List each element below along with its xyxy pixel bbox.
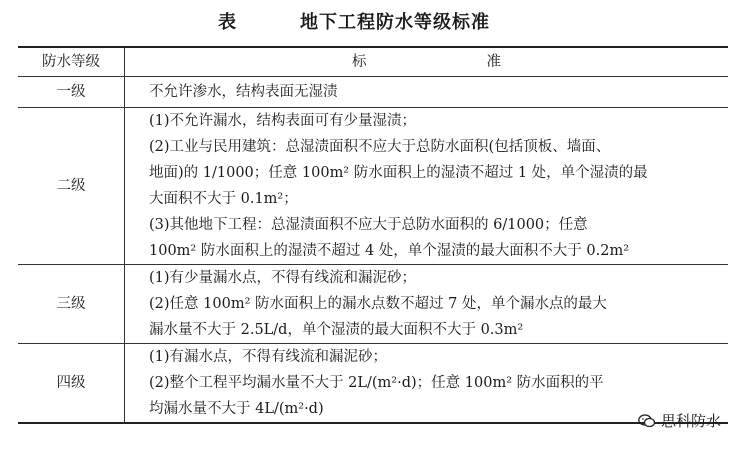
table-header-row xyxy=(18,47,728,77)
standard-line: (1)有漏水点，不得有线流和漏泥砂； xyxy=(149,349,388,365)
table-heading: 地下工程防水等级标准 xyxy=(300,12,490,33)
standard-line: 均漏水量不大于 4L/(m²·d) xyxy=(149,401,324,417)
standard-cell xyxy=(125,108,729,265)
waterproof-grade-table xyxy=(18,46,728,424)
standard-line: (2)整个工程平均漏水量不大于 2L/(m²·d)；任意 100m² 防水面积的平 xyxy=(149,375,604,391)
standard-line: 不允许渗水，结构表面无湿渍 xyxy=(149,84,338,100)
header-grade: 防水等级 xyxy=(18,47,125,77)
standard-line: (2)工业与民用建筑：总湿渍面积不应大于总防水面积(包括顶板、墙面、 xyxy=(149,139,611,155)
standard-line: (2)任意 100m² 防水面积上的漏水点数不超过 7 处，单个漏水点的最大 xyxy=(149,296,607,312)
grade-cell: 二级 xyxy=(18,108,125,265)
grade-cell: 三级 xyxy=(18,265,125,344)
standard-line: (1)有少量漏水点，不得有线流和漏泥砂； xyxy=(149,270,417,286)
grade-cell: 一级 xyxy=(18,77,125,108)
standard-line: (1)不允许漏水，结构表面可有少量湿渍； xyxy=(149,113,417,129)
standard-line: 地面)的 1/1000；任意 100m² 防水面积上的湿渍不超过 1 处，单个湿渍的最 xyxy=(149,165,648,181)
table-label: 表 xyxy=(218,12,237,33)
watermark xyxy=(638,410,721,431)
standard-cell xyxy=(125,265,729,344)
standard-line: 100m² 防水面积上的湿渍不超过 4 处，单个湿渍的最大面积不大于 0.2m² xyxy=(149,243,630,259)
grade-cell: 四级 xyxy=(18,344,125,424)
standard-line: 漏水量不大于 2.5L/d，单个湿渍的最大面积不大于 0.3m² xyxy=(149,322,524,338)
table-row xyxy=(18,77,728,108)
header-standard: 标准 xyxy=(125,47,729,77)
standard-line: (3)其他地下工程：总湿渍面积不应大于总防水面积的 6/1000；任意 xyxy=(149,217,588,233)
wechat-icon xyxy=(638,414,656,428)
table-row xyxy=(18,108,728,265)
table-row xyxy=(18,344,728,424)
standard-line: 大面积不大于 0.1m²； xyxy=(149,191,298,207)
standard-cell xyxy=(125,77,729,108)
watermark-text: 思科防水 xyxy=(660,412,721,430)
table-row xyxy=(18,265,728,344)
